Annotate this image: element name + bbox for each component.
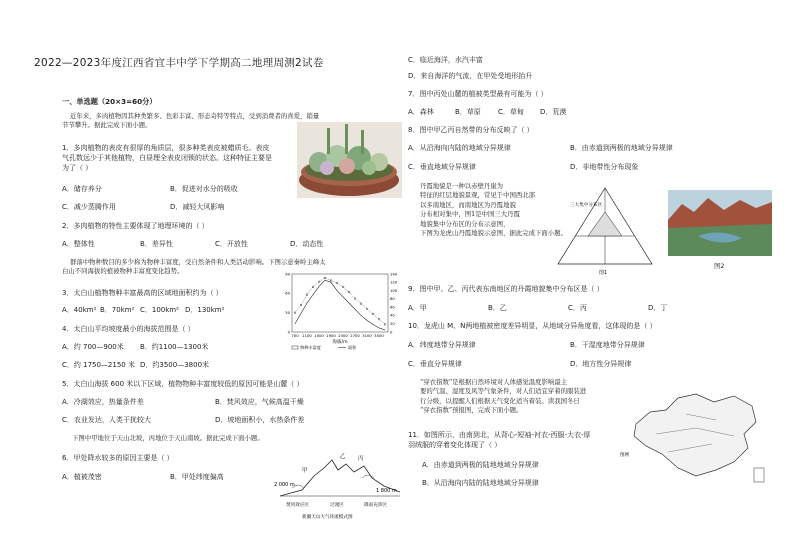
intro-paragraph-5 <box>420 378 586 416</box>
question-7-stem: 7．图中丙处山麓的植被类型最有可能为（ ） <box>408 90 548 98</box>
intro-line: “穿衣指数”是根据自然环境对人体感觉温度影响最主 <box>420 378 568 386</box>
q5-option-a[interactable]: A．冷湖效应，热量条件差 <box>62 398 144 406</box>
zone-label-a: 焚风效应区 <box>286 503 309 508</box>
china-outline <box>634 394 756 476</box>
q3-option-a[interactable]: A．40km² <box>62 306 97 314</box>
area-line <box>295 280 385 330</box>
y-right-tick-label: 40 <box>390 312 395 318</box>
x-tick-label: 2700 <box>350 333 360 338</box>
y-right-tick-label: 100 <box>390 287 398 293</box>
q9-option-a[interactable]: A．甲 <box>408 304 427 312</box>
y-right-tick-label: 0 <box>390 329 393 335</box>
y-right-tick-label: 80 <box>390 296 395 302</box>
question-2-stem: 2．多肉植物的特性主要体现了地理环境的（ ） <box>62 222 209 230</box>
q1-option-c[interactable]: C．减少蒸腾作用 <box>62 203 116 211</box>
q5-option-c[interactable]: C．农业发达，人类干扰较大 <box>62 416 151 424</box>
danxia-photo <box>668 190 772 256</box>
q6-option-a[interactable]: A．植被茂密 <box>62 473 102 481</box>
question-6-stem: 6．甲处降水较多的原因主要是（ ） <box>62 454 174 462</box>
q2-option-b[interactable]: B．差异性 <box>140 240 173 248</box>
zone-label-b: 过渡区 <box>330 503 344 508</box>
species-richness-chart <box>272 270 407 352</box>
south-sea-inset <box>754 468 764 482</box>
q7-option-c[interactable]: C．草甸 <box>498 108 524 116</box>
intro-line: 特征的红层地貌景观，常见于中国西北部 <box>420 191 536 200</box>
figure-2-label: 图2 <box>714 262 725 270</box>
q11-option-b[interactable]: B．从沿海向内陆的陆地地域分异规律 <box>422 479 539 487</box>
x-tick-label: 2300 <box>338 333 348 338</box>
q7-option-d[interactable]: D．荒漠 <box>540 108 567 116</box>
q2-option-c[interactable]: C．开放性 <box>215 240 248 248</box>
q3-option-d[interactable]: D．130km² <box>185 306 225 314</box>
q6-option-d[interactable]: D．来自海洋的气流，在甲处受地形抬升 <box>408 72 533 80</box>
question-1-stem <box>62 143 272 173</box>
q3-option-b[interactable]: B．70km² <box>100 306 135 314</box>
x-tick-label: 1100 <box>302 333 312 338</box>
x-tick-label: 1900 <box>326 333 336 338</box>
q10-option-d[interactable]: D．地方性分异规律 <box>570 360 632 368</box>
question-5-stem: 5．太白山海拔 600 米以下区域，植物物种丰富度较低的原因可能是山麓（ ） <box>62 380 304 388</box>
q4-option-c[interactable]: C．约 1750—2150 米 <box>62 361 135 369</box>
y-right-tick-label: 120 <box>390 279 398 285</box>
q9-option-c[interactable]: C．丙 <box>568 304 587 312</box>
q10-option-b[interactable]: B．干湿度地带分异规律 <box>570 341 645 349</box>
question-4-stem: 4．太白山平均坡度最小的海拔范围是（ ） <box>62 325 195 333</box>
intro-paragraph-4 <box>420 182 567 238</box>
danxia-triangle-figure <box>550 184 660 276</box>
tianshan-diagram <box>272 452 407 524</box>
legend-richness: 物种丰富度 <box>300 345 321 350</box>
intro-line: 下图为龙虎山丹霞地貌示意图，据此完成下面小题。 <box>420 229 567 238</box>
q11-option-a[interactable]: A．由赤道到两极的陆地地域分异规律 <box>422 461 539 469</box>
intro-line: 地貌集中分布区的分布示意图， <box>420 219 510 228</box>
q6-option-c[interactable]: C．临近海洋，水汽丰富 <box>408 56 483 64</box>
question-8-stem: 8．图中甲乙丙自然带的分布反映了（ ） <box>408 126 534 134</box>
map-legend: 图例 <box>620 453 630 458</box>
label-yi: 乙 <box>340 454 346 460</box>
y-right-tick-label: 140 <box>390 271 398 277</box>
elevation-label-a: 2 000 m <box>274 482 295 488</box>
question-10-stem: 10．龙虎山 M、N两地植被密度差异明显，从地域分异角度看，这体现的是（ ） <box>408 322 657 330</box>
q5-option-d[interactable]: D．坡地面积小，水热条件差 <box>215 416 305 424</box>
y-left-tick-label: 60 <box>285 290 290 296</box>
intro-line: 要的气温、湿度及风等气象条件，对人们适宜穿着的服装进 <box>420 387 587 396</box>
intro-line: 近年来，多肉植物因其种类繁多、色彩丰富、形态奇特等特点，受到消费者的喜爱，销量 <box>70 112 320 120</box>
q8-option-d[interactable]: D．非地带性分布现象 <box>570 163 639 171</box>
question-9-stem: 9．图中甲、乙、丙代表东南地区的丹霞地貌集中分布区是（ ） <box>408 285 604 293</box>
plot-frame <box>292 274 388 332</box>
question-3-stem: 3．太白山植物物种丰富最高的区域地面积约为（ ） <box>62 289 223 297</box>
stem-line: 为了（ ） <box>62 164 93 172</box>
succulent-photo <box>297 122 402 198</box>
intro-line: 节节攀升。据此完成下面小题。 <box>62 121 152 130</box>
x-tick-label: 700 <box>291 333 299 338</box>
question-11-stem <box>408 430 591 450</box>
y-left-tick-label: 0 <box>287 329 290 335</box>
q9-option-b[interactable]: B．乙 <box>488 304 507 312</box>
intro-line: 以多南地区，而南地区为丹霞地貌 <box>420 200 516 209</box>
q8-option-c[interactable]: C．垂直地域分异规律 <box>408 163 476 171</box>
x-tick-label: 3500 <box>374 333 384 338</box>
intro-line: 分布相对集中，图1是中国三大丹霞 <box>420 210 520 219</box>
q1-option-d[interactable]: D．减轻大风影响 <box>170 203 225 211</box>
intro-line: 丹霞地貌是一种以赤壁丹崖为 <box>420 182 504 190</box>
legend-area: 面积 <box>348 345 357 350</box>
q8-option-a[interactable]: A．从沿海向内陆的地域分异规律 <box>408 144 511 152</box>
q10-option-c[interactable]: C．垂直分异规律 <box>408 360 462 368</box>
x-tick-label: 3100 <box>362 333 372 338</box>
intro-line: 行分级，以提醒人们根据天气变化适当着装。读我国冬日 <box>420 396 580 405</box>
page-title: 2022—2023年度江西省宜丰中学下学期高二地理周测2试卷 <box>34 57 324 69</box>
stem-line: 1．多肉植物的表皮有很厚的角质层，很多种类表皮被蜡质毛。表皮 <box>62 144 270 152</box>
intro-paragraph-3: 下图中甲地位于天山北坡，丙地位于天山南坡。据此完成下面小题。 <box>72 434 264 442</box>
china-dressing-index-map <box>616 384 776 488</box>
q4-option-d[interactable]: D．约3500—3800米 <box>140 361 210 369</box>
landscape-illustration <box>668 190 772 256</box>
elevation-label-b: 1 800 m <box>376 488 397 494</box>
diagram-caption: 新疆天山大气环流模式图 <box>302 515 353 520</box>
q10-option-a[interactable]: A．纬度地带分异规律 <box>408 341 476 349</box>
section-heading: 一、单选题（20×3=60分） <box>62 97 157 106</box>
intro-line: “穿衣指数”预报图，完成下面小题。 <box>420 406 523 415</box>
triangle-label: 三大集中分布区 <box>570 203 603 208</box>
y-right-tick-label: 20 <box>390 321 395 327</box>
y-left-tick-label: 30 <box>285 309 290 315</box>
q6-option-b[interactable]: B．甲处纬度偏高 <box>170 473 224 481</box>
y-right-tick-label: 60 <box>390 304 395 310</box>
q7-option-b[interactable]: B．草原 <box>455 108 481 116</box>
q3-option-c[interactable]: C．100km² <box>140 306 179 314</box>
legend-swatch-richness <box>292 346 298 349</box>
richness-point <box>330 280 332 282</box>
intro-line: 白山不同海拔的植被物种丰富度变化趋势。 <box>62 267 184 276</box>
label-jia: 甲 <box>302 468 308 474</box>
zone-label-c: 降雨充沛区 <box>364 503 387 508</box>
succulent-illustration <box>297 122 402 198</box>
q5-option-b[interactable]: B．焚风效应，气候高温干燥 <box>215 398 304 406</box>
q2-option-d[interactable]: D．动态性 <box>290 240 324 248</box>
q7-option-a[interactable]: A．森林 <box>408 108 434 116</box>
intro-line: 群落中物种数目的多少称为物种丰富度，受自然条件和人类活动影响。下图示意秦岭主峰太 <box>70 258 326 266</box>
stem-line: 11．如图所示，由南到北，从背心-短袖-衬衣-西服-大衣-厚 <box>408 431 591 439</box>
q1-option-a[interactable]: A．储存养分 <box>62 185 102 193</box>
airflow-arrows <box>292 475 374 488</box>
q4-option-a[interactable]: A．约 700—900米 <box>62 343 124 351</box>
stem-line: 羽绒服的穿着变化体现了（ ） <box>408 441 502 449</box>
q9-option-d[interactable]: D．丁 <box>648 304 668 312</box>
q1-option-b[interactable]: B．促进对水分的吸收 <box>170 185 238 193</box>
x-axis-label: 海拔/m <box>332 340 348 345</box>
figure-1-label: 图1 <box>599 270 608 276</box>
q4-option-b[interactable]: B．约1100—1300米 <box>140 343 209 351</box>
q2-option-a[interactable]: A．整体性 <box>62 240 95 248</box>
stem-line: 气孔数远少于其他植物，白昼理全表皮闭锁的状态。这种特征主要是 <box>62 154 272 162</box>
y-left-tick-label: 90 <box>285 271 290 277</box>
q8-option-b[interactable]: B．由赤道到两极的地域分异规律 <box>570 144 673 152</box>
x-tick-label: 1500 <box>314 333 324 338</box>
label-bing: 丙 <box>358 456 364 462</box>
